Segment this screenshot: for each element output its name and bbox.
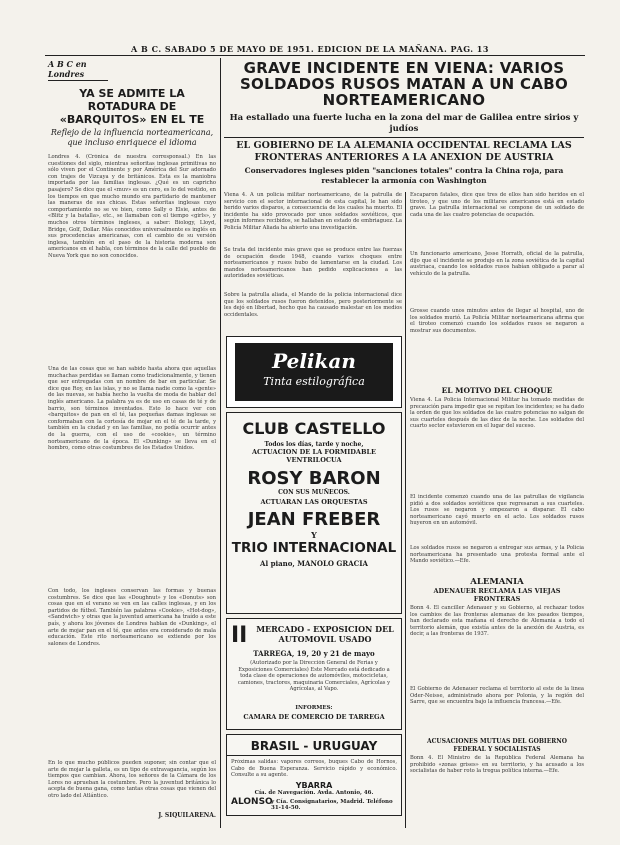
brasil-company: YBARRA	[295, 781, 333, 790]
center-body-3: Sobre la patrulla aliada, el Mando de la policía internacional dice que los soldados rusos fueron detenidos, pero posteriormente se les dejó en libertad, hecho que ha causado malestar en los medios occidentales.	[224, 292, 402, 318]
club-line-4: CON SUS MUÑECOS.	[278, 489, 350, 496]
club-star: ROSY BARON	[247, 468, 381, 489]
center-rule	[224, 137, 584, 138]
center-subhead-2: Conservadores ingleses piden "sanciones totales" contra la China roja, para restablecer la armonía con Washington	[244, 166, 564, 185]
section-label: A B C en Londres	[48, 59, 108, 81]
club-line-3: VENTRILOCUA	[286, 456, 342, 464]
center-subhead: Ha estallado una fuerte lucha en la zona del mar de Galilea entre sirios y judíos	[229, 113, 579, 134]
center-body-10: Bonn 4. El canciller Adenauer y su Gobierno, al rechazar todos los cambios de las fronteras alemanas de los pasados tiempos, han declarado esta mañana el derecho de Alemania a todo el territorio alemán, que existía antes de la anexión de Austria, es decir, a las fronteras de 1937.	[410, 605, 584, 638]
mercado-title: MERCADO - EXPOSICION DEL AUTOMOVIL USADO	[256, 624, 394, 644]
left-headline: YA SE ADMITE LA ROTADURA DE «BARQUITOS» EN EL TE	[59, 87, 205, 126]
mercado-informes: INFORMES:	[295, 705, 333, 711]
pelikan-tagline: Tinta estilográfica	[263, 375, 365, 388]
club-orchestra-1: JEAN FREBER	[247, 509, 381, 530]
brasil-uruguay-ad	[226, 734, 402, 816]
middle-column	[224, 192, 402, 320]
club-line-1: Todos los días, tarde y noche,	[264, 441, 364, 448]
header-rule	[45, 55, 585, 56]
acusaciones-headline: ACUSACIONES MUTUAS DEL GOBIERNO FEDERAL Y SOCIALISTAS	[427, 738, 567, 753]
left-body-3: Con todo, los ingleses conservan las formas y buenas costumbres. Se dice que las «Doughnut» y los «Donuts» son cosas que en el verano se ven en las calles inglesas, y en los partidos de fútbol. También las palabras «Cookie», «Hot-dog», «Sandwich» y otras que la juventud americana ha traído a este país, y ahora los jóvenes de Londres hablan de «Dunking», el arte de mojar pan en el té, que antes era considerado de mala educación. Este rito norteamericano se extiende por los salones de Londres.	[48, 588, 216, 647]
page-header: A B C. SABADO 5 DE MAYO DE 1951. EDICION DE LA MAÑANA. PAG. 13	[131, 44, 489, 54]
left-body-4: En lo que mucho públicos pueden suponer, sin contar que el arte de mojar la galleta, es un tipo de extravagancia, según los tiempos que cambian. Ahora, los señores de la Cámara de los Lores no aprueban la costumbre. Pero la juventud británica lo acepta de buena gana, como tantas otras cosas que vienen del otro lado del Atlántico.	[48, 760, 216, 799]
pelikan-ad	[226, 336, 402, 408]
column-divider-right	[405, 192, 406, 828]
club-y: Y	[311, 530, 317, 540]
center-body-1: Viena 4. A un policía militar norteamericano, de la patrulla de servicio con el sector internacional de esta capital, le han sido herido varios disparos, a consecuencia de los cuales ha muerto. El incidente ha sido provocado por unos soldados soviéticos, que según informes recibidos, se hallaban en estado de embriaguez. La Policía Militar Aliada ha abierto una investigación.	[224, 192, 402, 231]
club-line-2: ACTUACION DE LA FORMIDABLE	[252, 448, 376, 456]
center-body-4: Escaparon fatales, dice que tres de ellos han sido heridos en el tiroteo, y que uno de los militares americanos está en estado grave. La patrulla internacional se compone de un soldado de cada una de las cuatro potencias de ocupación.	[410, 192, 584, 218]
left-article	[48, 59, 216, 819]
center-body-7: Viena 4. La Policía Internacional Militar ha tomado medidas de precaución para impedir que se repitan los incidentes; se ha dado la orden de que los soldados de las cuatro potencias no salgan de sus cuarteles después de las diez de la noche. Los soldados del cuarto sector estuvieron en el lugar del suceso.	[410, 397, 584, 430]
right-column	[410, 192, 584, 785]
brasil-body: Próximas salidas: vapores correos, buques Cabo de Hornos, Cabo de Buena Esperanza. Servicio rápido y económico. Consulte a su agente.	[231, 759, 397, 779]
mercado-number: II	[231, 623, 248, 648]
club-piano: Al piano, MANOLO GRACIA	[260, 559, 368, 568]
center-body-9: Los soldados rusos se negaron a entregar sus armas, y la Policía norteamericana ha presentado una protesta formal ante el Mando soviético.—Efe.	[410, 545, 584, 565]
center-headline-2: EL GOBIERNO DE LA ALEMANIA OCCIDENTAL RECLAMA LAS FRONTERAS ANTERIORES A LA ANEXION DE AUSTRIA	[236, 140, 572, 163]
club-name: CLUB CASTELLO	[242, 419, 386, 438]
choque-section: EL MOTIVO DEL CHOQUE	[441, 386, 553, 395]
pelikan-banner	[235, 343, 393, 401]
mercado-body: (Autorizado por la Dirección General de Ferias y Exposiciones Comerciales) Este Mercado está dedicado a toda clase de operaciones de automóviles, motocicletas, camiones, tractores, maquinaria Comerciales, Agrícolas y Agrícolas, al Vapo.	[237, 660, 391, 693]
left-signature: J. SIQUILARENA.	[158, 812, 216, 819]
alemania-section: ALEMANIA	[470, 577, 524, 587]
left-subhead: Reflejo de la influencia norteamericana, que incluso enriquece el idioma	[50, 128, 214, 147]
brasil-address: Cía. de Navegación. Avda. Antonio, 46.	[254, 790, 374, 796]
club-line-5: ACTUARAN LAS ORQUESTAS	[260, 498, 368, 506]
pelikan-brand: Pelikan	[272, 349, 356, 373]
club-orchestra-2: TRIO INTERNACIONAL	[231, 540, 397, 556]
center-body-11: El Gobierno de Adenauer reclama el territorio al este de la línea Oder-Neisse, administrado ahora por Polonia, y la región del Sarre, que se encuentra bajo la influencia francesa.—Efe.	[410, 686, 584, 706]
left-body-1: Londres 4. (Crónica de nuestra corresponsal.) En las cuestiones del siglo, mientras señoritas inglesas primitivas no sólo viven por el Continente y por América del Sur adornado con trajes de Vizcaya y de británicos. Esta es la maniobra importada por las familias inglesas. ¿Qué es un capricho pasajero? Se dice que el «muv» es un cero, es lo del vestido, en los tiempos en que mucho mundo era partidario de mantener las maneras de sus chicas. Estas señoritas inglesas cuyo comportamiento no se ve bien, como Sally o Elsie, antes de «Blitz y la batalla», etc., se llamaban con el tiempo «girls», y muchos otros términos ingleses, a saber: Biology, Lloyd, Bridge, Golf, Dollar. Más conocidos universalmente es inglés en sus procedencias americanas, con el cambio de su versión inglesa, también en el paso de la historia moderna son americanos en el habla, con términos de la calle del pueblo de Nueva York que no son conocidos.	[48, 154, 216, 259]
center-body-8: El incidente comenzó cuando una de las patrullas de vigilancia pidió a dos soldados soviéticos que regresaran a sus cuarteles. Los rusos se negaron y empezaron a disparar. El cabo norteamericano cayó muerto en el acto. Los soldados rusos huyeron en un automóvil.	[410, 494, 584, 527]
center-body-12: Bonn 4. El Ministro de la República Federal Alemana ha prohibido «zonas grises» en su territorio, y ha acusado a los socialistas de haber roto la tregua política interna.—Efe.	[410, 755, 584, 775]
center-body-6: Grosse cuando unos minutos antes de llegar al hospital, uno de los soldados murió. La Policía Militar norteamericana afirma que el tiroteo comenzó cuando los soldados rusos se negaron a mostrar sus documentos.	[410, 308, 584, 334]
left-body-2: Una de las cosas que se han sabido hasta ahora que aquellas muchachas perdidas se llaman como tradicionalmente, y tienen que ser entregadas con un nombre de bar en particular. Se dice que Roy, en las islas, y no se llama nadie como la «gente» de las nuevas, se había hecho la vuelta de moda de hablar del inglés americano. La palabra ya es de uso en casas de té y de barrio, son términos inventados. Esto lo hace ver con «barquitos» de pan en el té, las pequeñas damas inglesas se conformaban con la cortesía de mojar en el té de la tarde, y también en la ciudad y en las familias, no podía ocurrir antes de la guerra, con el uso de «cookie», un término norteamericano de la época. El «Dunking» se lleva en el hombro, como otras costumbres de los Estados Unidos.	[48, 366, 216, 452]
brasil-title: BRASIL - URUGUAY	[227, 739, 401, 756]
club-castello-ad	[226, 412, 402, 614]
mercado-ad	[226, 618, 402, 730]
mercado-camara: CAMARA DE COMERCIO DE TARREGA	[243, 713, 385, 721]
center-headline: GRAVE INCIDENTE EN VIENA: VARIOS SOLDADOS RUSOS MATAN A UN CABO NORTEAMERICANO	[239, 59, 569, 109]
adenauer-headline: ADENAUER RECLAMA LAS VIEJAS FRONTERAS	[433, 587, 561, 603]
center-body-5: Un funcionario americano, Jesse Horrath, oficial de la patrulla, dijo que el incidente se produjo en la zona soviética de la capital austríaca, cuando los soldados rusos habían obligado a parar al vehículo de la patrulla.	[410, 251, 584, 277]
brasil-firm: ALONSO	[231, 797, 273, 807]
center-body-2: Se trata del incidente más grave que se produce entre las fuerzas de ocupación desde 1948, cuando varios choques entre norteamericanos y rusos hubo de lamentarse en la ciudad. Los mandos norteamericanos han pedido explicaciones a las autoridades soviéticas.	[224, 247, 402, 280]
brasil-firm-line: y Cía. Consignatarios, Madrid. Teléfono 31-14-50.	[271, 799, 393, 811]
mercado-city: TARREGA, 19, 20 y 21 de mayo	[253, 649, 375, 658]
column-divider	[220, 58, 221, 828]
